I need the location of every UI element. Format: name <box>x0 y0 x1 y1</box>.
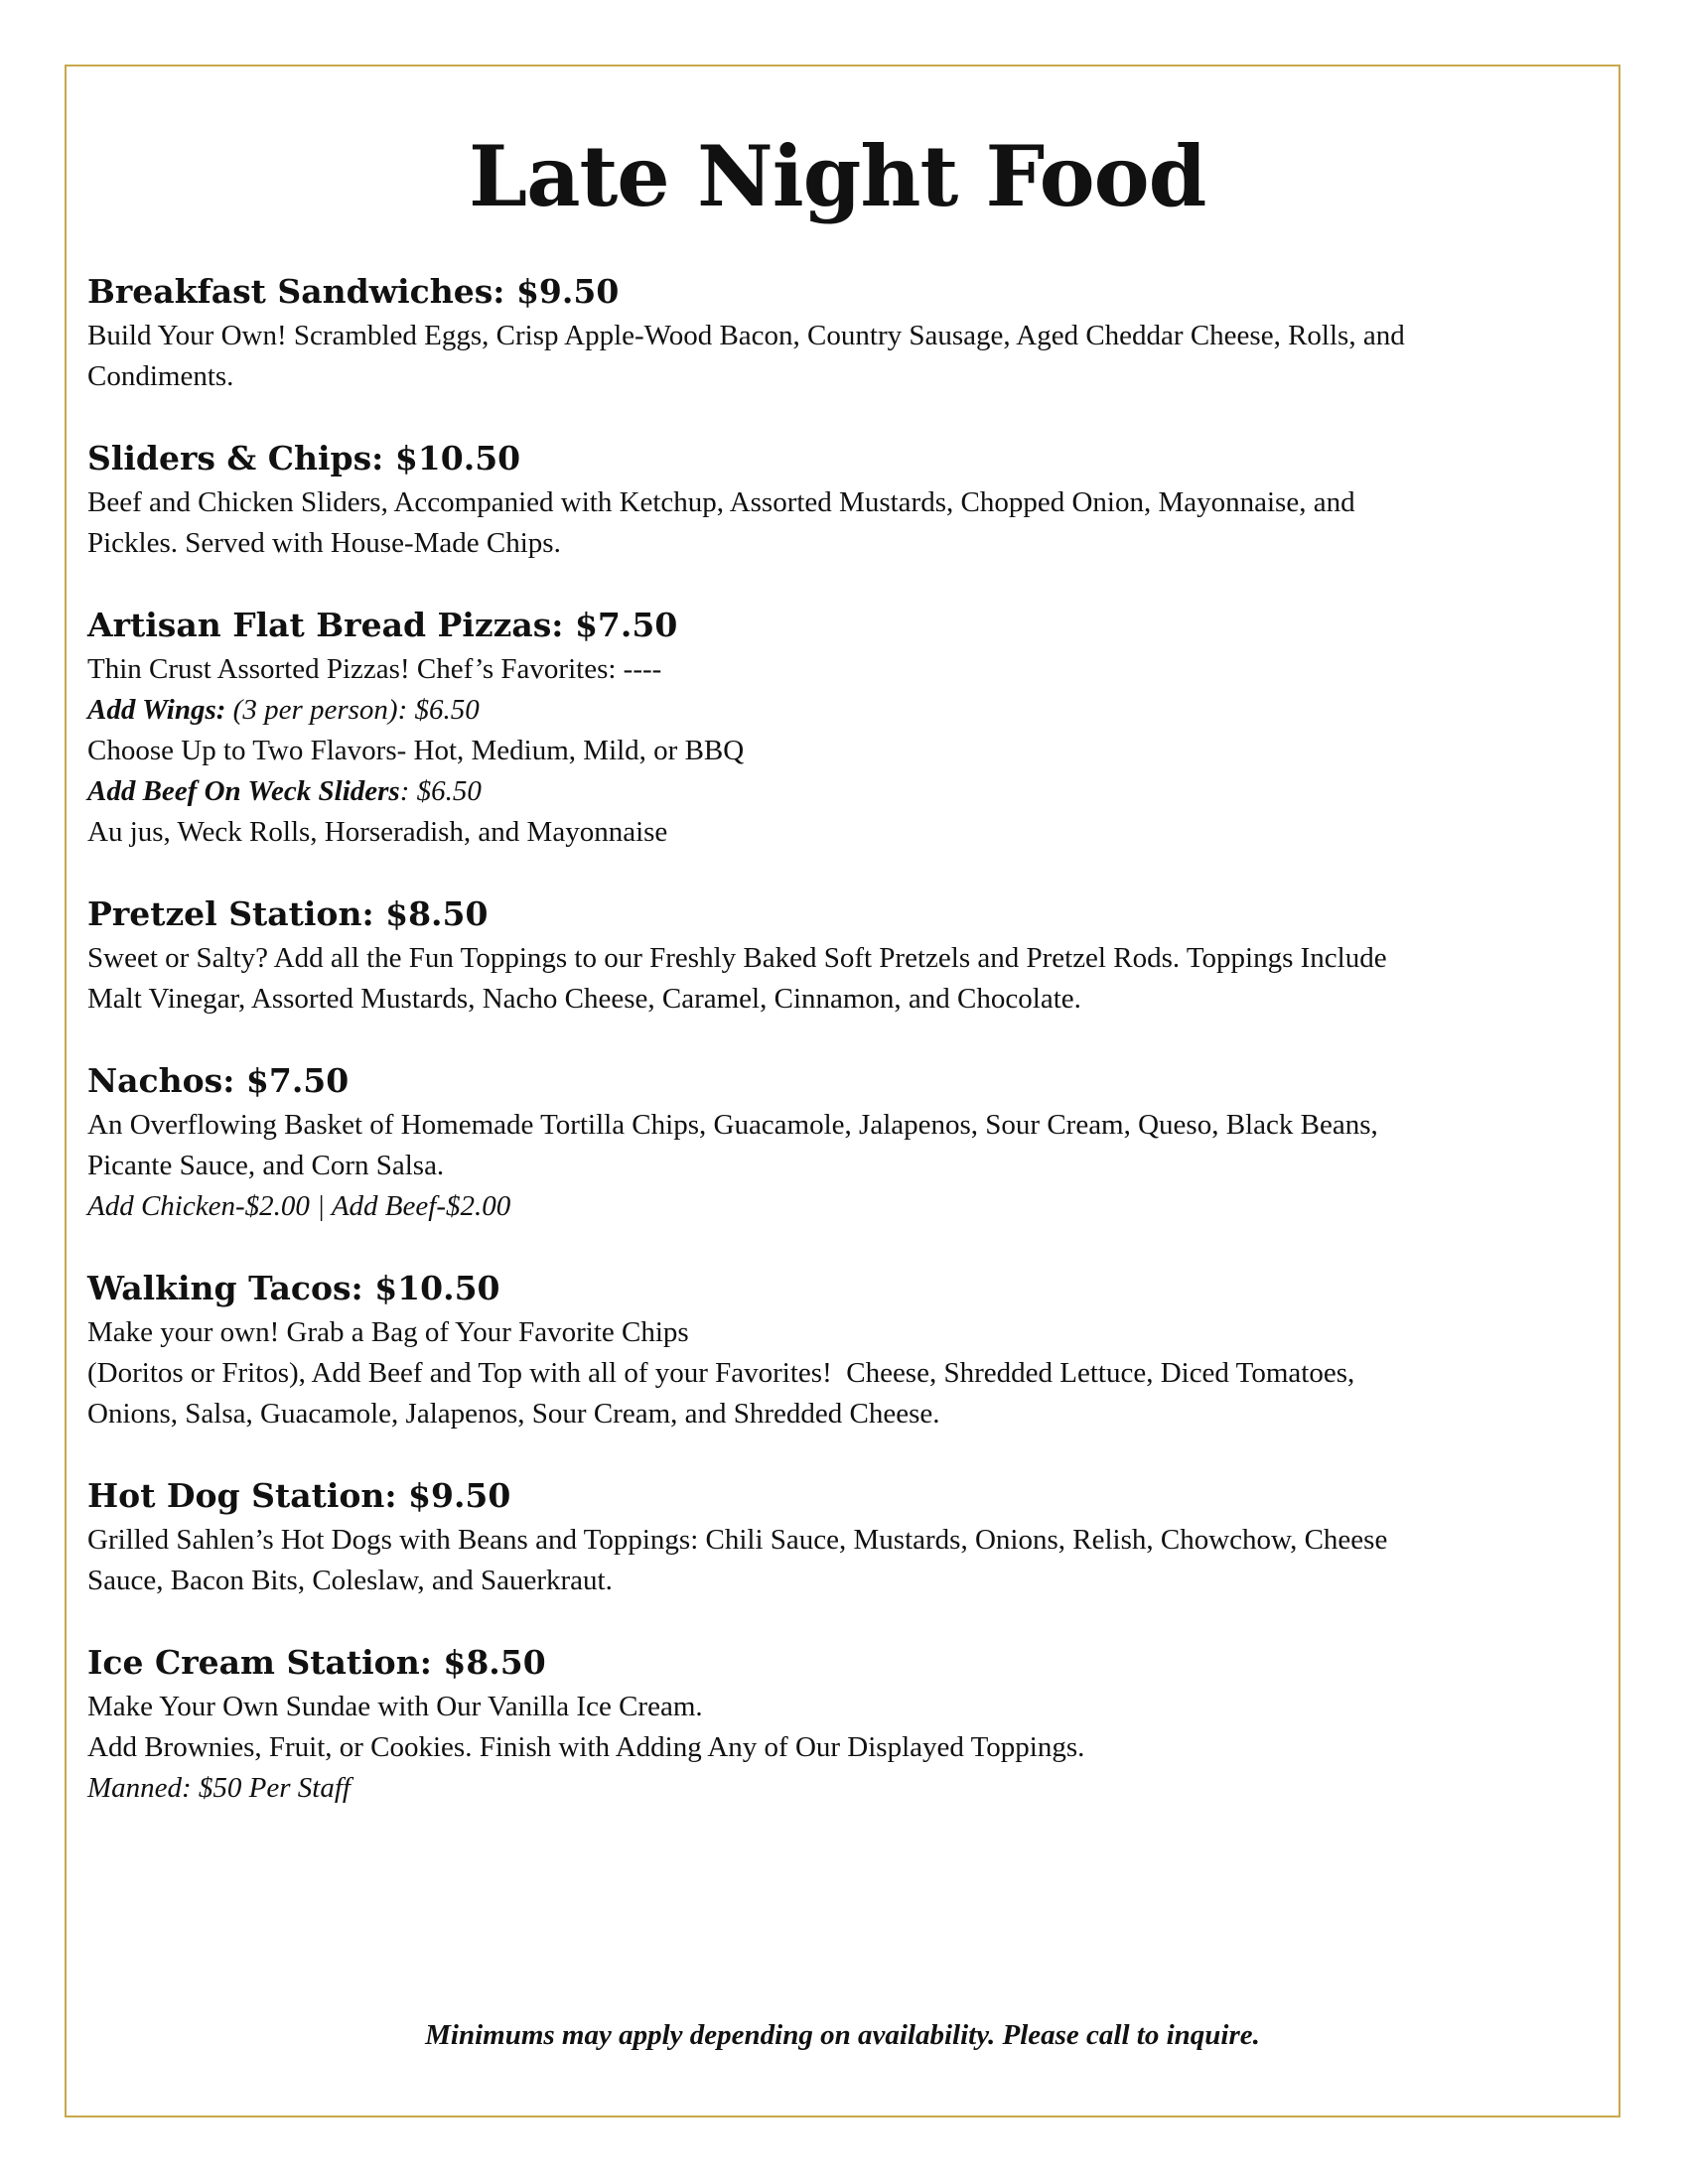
section-heading: Nachos: $7.50 <box>87 1061 350 1100</box>
add-wings-label: Add Wings: <box>87 694 226 726</box>
add-wings-detail: Choose Up to Two Flavors- Hot, Medium, Mild, or BBQ <box>87 735 745 766</box>
section-description-line: Sauce, Bacon Bits, Coleslaw, and Sauerkraut. <box>87 1565 613 1596</box>
section-description-line: Make Your Own Sundae with Our Vanilla Ice Cream. <box>87 1691 703 1722</box>
page-title: Late Night Food <box>469 127 1206 225</box>
add-weck-label: Add Beef On Weck Sliders <box>87 775 400 807</box>
section-heading: Breakfast Sandwiches: $9.50 <box>87 272 620 311</box>
section-description-line: Beef and Chicken Sliders, Accompanied with Ketchup, Assorted Mustards, Chopped Onion, Mayonnaise, and <box>87 486 1355 518</box>
section-heading: Walking Tacos: $10.50 <box>87 1269 500 1307</box>
menu-section-sliders-chips <box>87 435 1617 564</box>
section-description-line: Thin Crust Assorted Pizzas! Chef’s Favorites: ---- <box>87 653 662 685</box>
add-weck-detail: Au jus, Weck Rolls, Horseradish, and Mayonnaise <box>87 816 668 848</box>
section-description-line: Grilled Sahlen’s Hot Dogs with Beans and Toppings: Chili Sauce, Mustards, Onions, Relish, Chowchow, Cheese <box>87 1524 1388 1556</box>
section-description-line: Make your own! Grab a Bag of Your Favorite Chips <box>87 1316 689 1348</box>
add-wings-line <box>87 690 1617 731</box>
section-description-line: An Overflowing Basket of Homemade Tortilla Chips, Guacamole, Jalapenos, Sour Cream, Queso, Black Beans, <box>87 1109 1378 1141</box>
section-heading: Pretzel Station: $8.50 <box>87 894 489 933</box>
nachos-addon: Add Chicken-$2.00 | Add Beef-$2.00 <box>87 1190 511 1222</box>
menu-section-ice-cream-station <box>87 1639 1617 1809</box>
section-description-line: Sweet or Salty? Add all the Fun Toppings to our Freshly Baked Soft Pretzels and Pretzel Rods. Toppings Include <box>87 942 1387 974</box>
section-description-line: Picante Sauce, and Corn Salsa. <box>87 1150 445 1181</box>
menu-section-hot-dog-station <box>87 1472 1617 1601</box>
menu-content <box>87 117 1617 1809</box>
section-description-line: Onions, Salsa, Guacamole, Jalapenos, Sour Cream, and Shredded Cheese. <box>87 1398 940 1430</box>
menu-section-pretzel-station <box>87 890 1617 1020</box>
add-wings-price: (3 per person): $6.50 <box>225 694 480 726</box>
footer-note: Minimums may apply depending on availability. Please call to inquire. <box>425 2019 1260 2051</box>
menu-section-nachos <box>87 1057 1617 1227</box>
ice-cream-addon: Manned: $50 Per Staff <box>87 1772 351 1804</box>
section-description-line: Condiments. <box>87 360 234 392</box>
section-description-line: Pickles. Served with House-Made Chips. <box>87 527 561 559</box>
section-description-line: Malt Vinegar, Assorted Mustards, Nacho Cheese, Caramel, Cinnamon, and Chocolate. <box>87 983 1081 1015</box>
section-description-line: (Doritos or Fritos), Add Beef and Top with all of your Favorites! Cheese, Shredded Lettuce, Diced Tomatoes, <box>87 1357 1355 1389</box>
section-description-line: Add Brownies, Fruit, or Cookies. Finish with Adding Any of Our Displayed Toppings. <box>87 1731 1085 1763</box>
add-weck-price: : $6.50 <box>399 775 482 807</box>
section-heading: Hot Dog Station: $9.50 <box>87 1476 511 1515</box>
menu-section-walking-tacos <box>87 1265 1617 1434</box>
menu-section-flat-bread-pizzas <box>87 602 1617 853</box>
section-heading: Artisan Flat Bread Pizzas: $7.50 <box>87 606 678 644</box>
section-description-line: Build Your Own! Scrambled Eggs, Crisp Apple-Wood Bacon, Country Sausage, Aged Cheddar Cheese, Rolls, and <box>87 320 1405 351</box>
menu-section-breakfast-sandwiches <box>87 268 1617 397</box>
section-heading: Ice Cream Station: $8.50 <box>87 1643 546 1682</box>
section-heading: Sliders & Chips: $10.50 <box>87 439 521 478</box>
add-weck-line <box>87 771 1617 812</box>
